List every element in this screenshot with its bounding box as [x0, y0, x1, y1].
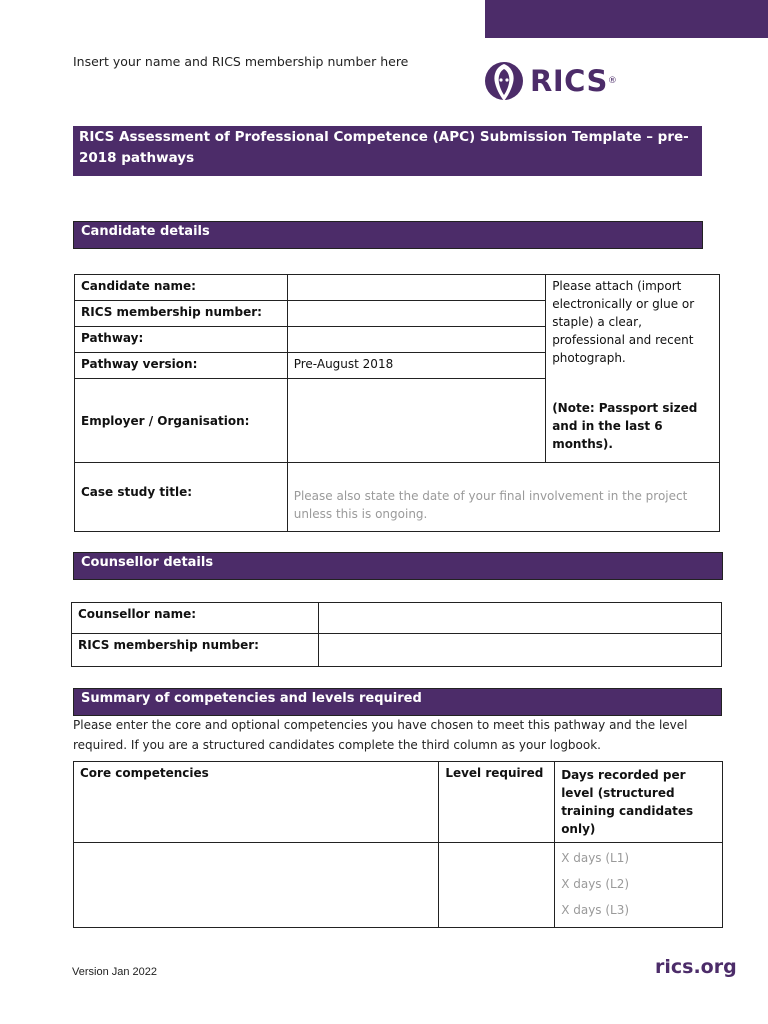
case-study-label: Case study title:	[75, 463, 288, 532]
membership-number-label: RICS membership number:	[75, 301, 288, 327]
logo-wordmark: RICS	[530, 64, 608, 98]
pathway-version-field[interactable]: Pre-August 2018	[287, 353, 545, 379]
candidate-name-label: Candidate name:	[75, 275, 288, 301]
competencies-intro: Please enter the core and optional competencies you have chosen to meet this pathway and the level required. If you are a structured candidates complete the third column as your logbook.	[73, 718, 688, 752]
counsellor-membership-label: RICS membership number:	[72, 634, 319, 667]
pathway-label: Pathway:	[75, 327, 288, 353]
counsellor-membership-field[interactable]	[318, 634, 721, 667]
col-header-days: Days recorded per level (structured training candidates only)	[555, 762, 723, 843]
counsellor-details-table	[71, 602, 722, 667]
days-recorded-field[interactable]	[555, 843, 723, 928]
days-l1: X days (L1)	[561, 851, 630, 865]
document-title-text: RICS Assessment of Professional Competence (APC) Submission Template – pre-2018 pathways	[79, 129, 689, 166]
version-label: Version Jan 2022	[72, 966, 158, 978]
membership-number-field[interactable]	[287, 301, 545, 327]
section-heading-counsellor: Counsellor details	[73, 552, 723, 580]
employer-field[interactable]	[287, 379, 545, 463]
candidate-details-table	[74, 274, 720, 532]
photo-note: (Note: Passport sized and in the last 6 months).	[552, 401, 698, 451]
document-title	[73, 126, 702, 176]
employer-label: Employer / Organisation:	[75, 379, 288, 463]
logo-registered-mark: ®	[607, 76, 617, 86]
col-header-level: Level required	[439, 762, 555, 843]
competencies-table	[73, 761, 723, 928]
rics-website-link[interactable]: rics.org	[655, 956, 737, 978]
core-competency-field[interactable]	[74, 843, 439, 928]
pathway-version-label: Pathway version:	[75, 353, 288, 379]
case-study-field[interactable]: Please also state the date of your final involvement in the project unless this is ongoing.	[287, 463, 719, 532]
level-required-field[interactable]	[439, 843, 555, 928]
counsellor-name-label: Counsellor name:	[72, 603, 319, 634]
photo-instructions: Please attach (import electronically or glue or staple) a clear, professional and recent photograph.	[552, 279, 695, 365]
lion-logo-icon	[484, 55, 524, 107]
section-heading-candidate: Candidate details	[73, 221, 703, 249]
col-header-core: Core competencies	[74, 762, 439, 843]
top-brand-bar	[485, 0, 768, 38]
candidate-name-field[interactable]	[287, 275, 545, 301]
rics-logo	[484, 55, 617, 107]
days-l2: X days (L2)	[561, 877, 630, 891]
intro-text: Insert your name and RICS membership number here	[73, 54, 409, 69]
pathway-field[interactable]	[287, 327, 545, 353]
counsellor-name-field[interactable]	[318, 603, 721, 634]
days-l3: X days (L3)	[561, 903, 630, 917]
section-heading-competencies: Summary of competencies and levels required	[73, 688, 722, 716]
photo-cell[interactable]	[546, 275, 720, 463]
